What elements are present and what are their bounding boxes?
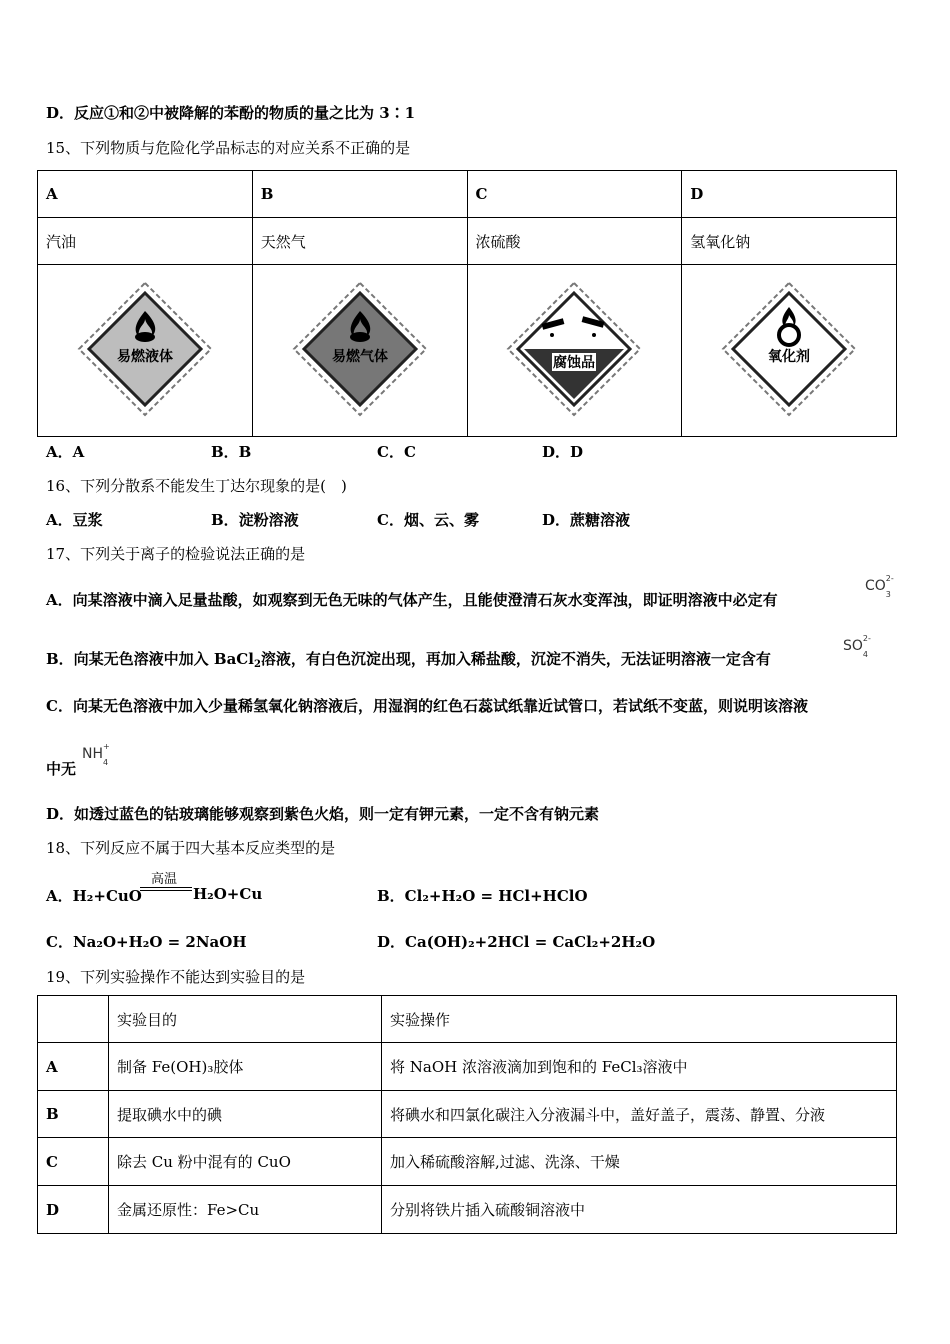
hazard-symbol-cell bbox=[682, 265, 897, 437]
table-row bbox=[38, 1138, 897, 1186]
hazard-table bbox=[37, 170, 897, 437]
hazard-label: 氧化剂 bbox=[768, 348, 811, 365]
hazard-label: 易燃气体 bbox=[331, 348, 388, 365]
substance-cell: 氢氧化钠 bbox=[682, 218, 897, 265]
q16-option-a: A．豆浆 bbox=[46, 511, 103, 529]
q18-option-a-left: A．H₂+CuO bbox=[46, 887, 142, 905]
q17-option-b: B．向某无色溶液中加入 BaCl$_2$溶液，有白色沉淀出现，再加入稀盐酸，沉淀不消失，无法证明溶液一定含有 bbox=[46, 650, 771, 670]
q15-option-d: D．D bbox=[542, 443, 584, 461]
flammable-liquid-icon bbox=[75, 279, 215, 419]
table-header: 实验操作 bbox=[382, 996, 897, 1043]
q18-option-a-right: H₂O+Cu bbox=[193, 885, 263, 903]
table-row bbox=[38, 1043, 897, 1091]
operation-cell: 分别将铁片插入硫酸铜溶液中 bbox=[382, 1186, 897, 1234]
substance-cell: 天然气 bbox=[252, 218, 467, 265]
q15-option-a: A．A bbox=[46, 443, 85, 461]
hazard-header: D bbox=[682, 171, 897, 218]
row-label: D bbox=[38, 1186, 109, 1234]
substance-cell: 汽油 bbox=[38, 218, 253, 265]
q16-option-b: B．淀粉溶液 bbox=[211, 511, 299, 529]
row-label: C bbox=[38, 1138, 109, 1186]
oxidizer-icon bbox=[719, 279, 859, 419]
q16-stem: 16、下列分散系不能发生丁达尔现象的是( ) bbox=[46, 477, 347, 495]
ammonium-ion: NH + 4 bbox=[82, 742, 110, 767]
q15-stem: 15、下列物质与危险化学品标志的对应关系不正确的是 bbox=[46, 139, 411, 157]
q17-option-c-line2: 中无 bbox=[46, 760, 77, 778]
table-header bbox=[38, 996, 109, 1043]
q18-option-b: B．Cl₂+H₂O = HCl+HClO bbox=[377, 887, 588, 905]
operation-cell: 加入稀硫酸溶解,过滤、洗涤、干燥 bbox=[382, 1138, 897, 1186]
q18-option-d: D．Ca(OH)₂+2HCl = CaCl₂+2H₂O bbox=[377, 933, 656, 951]
q15-option-b: B．B bbox=[211, 443, 252, 461]
purpose-cell: 提取碘水中的碘 bbox=[109, 1091, 382, 1138]
reaction-condition: 高温 bbox=[151, 872, 178, 887]
purpose-cell: 制备 Fe(OH)₃胶体 bbox=[109, 1043, 382, 1091]
operation-cell: 将碘水和四氯化碳注入分液漏斗中，盖好盖子，震荡、静置、分液 bbox=[382, 1091, 897, 1138]
q17-stem: 17、下列关于离子的检验说法正确的是 bbox=[46, 545, 306, 563]
table-row bbox=[38, 1186, 897, 1234]
row-label: B bbox=[38, 1091, 109, 1138]
substance-cell: 浓硫酸 bbox=[467, 218, 682, 265]
hazard-symbol-cell bbox=[38, 265, 253, 437]
q16-option-d: D．蔗糖溶液 bbox=[542, 511, 631, 529]
hazard-symbol-cell bbox=[467, 265, 682, 437]
hazard-label: 腐蚀品 bbox=[553, 354, 596, 371]
hazard-label: 易燃液体 bbox=[116, 348, 173, 365]
corrosive-icon bbox=[504, 279, 644, 419]
sulfate-ion: SO 2- 4 bbox=[843, 634, 871, 659]
purpose-cell: 除去 Cu 粉中混有的 CuO bbox=[109, 1138, 382, 1186]
operation-cell: 将 NaOH 浓溶液滴加到饱和的 FeCl₃溶液中 bbox=[382, 1043, 897, 1091]
q19-stem: 19、下列实验操作不能达到实验目的是 bbox=[46, 968, 306, 986]
q17-option-d: D．如透过蓝色的钴玻璃能够观察到紫色火焰，则一定有钾元素，一定不含有钠元素 bbox=[46, 805, 600, 823]
q18-option-c: C．Na₂O+H₂O = 2NaOH bbox=[46, 933, 247, 951]
flammable-gas-icon bbox=[290, 279, 430, 419]
q17-option-a: A．向某溶液中滴入足量盐酸，如观察到无色无味的气体产生，且能使澄清石灰水变浑浊，即证明溶液中必定有 bbox=[46, 591, 778, 609]
hazard-header: C bbox=[467, 171, 682, 218]
table-header: 实验目的 bbox=[109, 996, 382, 1043]
q15-option-c: C．C bbox=[377, 443, 416, 461]
purpose-cell: 金属还原性：Fe>Cu bbox=[109, 1186, 382, 1234]
experiment-table bbox=[37, 995, 897, 1234]
hazard-symbol-cell bbox=[252, 265, 467, 437]
equals-bar bbox=[140, 887, 192, 891]
q16-option-c: C．烟、云、雾 bbox=[377, 511, 479, 529]
q17-option-c-line1: C．向某无色溶液中加入少量稀氢氧化钠溶液后，用湿润的红色石蕊试纸靠近试管口，若试纸不变蓝，则说明该溶液 bbox=[46, 697, 808, 715]
hazard-header: B bbox=[252, 171, 467, 218]
q18-stem: 18、下列反应不属于四大基本反应类型的是 bbox=[46, 839, 336, 857]
table-row bbox=[38, 1091, 897, 1138]
row-label: A bbox=[38, 1043, 109, 1091]
q14-option-d: D．反应①和②中被降解的苯酚的物质的量之比为 3∶1 bbox=[46, 104, 416, 122]
hazard-header: A bbox=[38, 171, 253, 218]
carbonate-ion: CO 2- 3 bbox=[865, 574, 894, 599]
